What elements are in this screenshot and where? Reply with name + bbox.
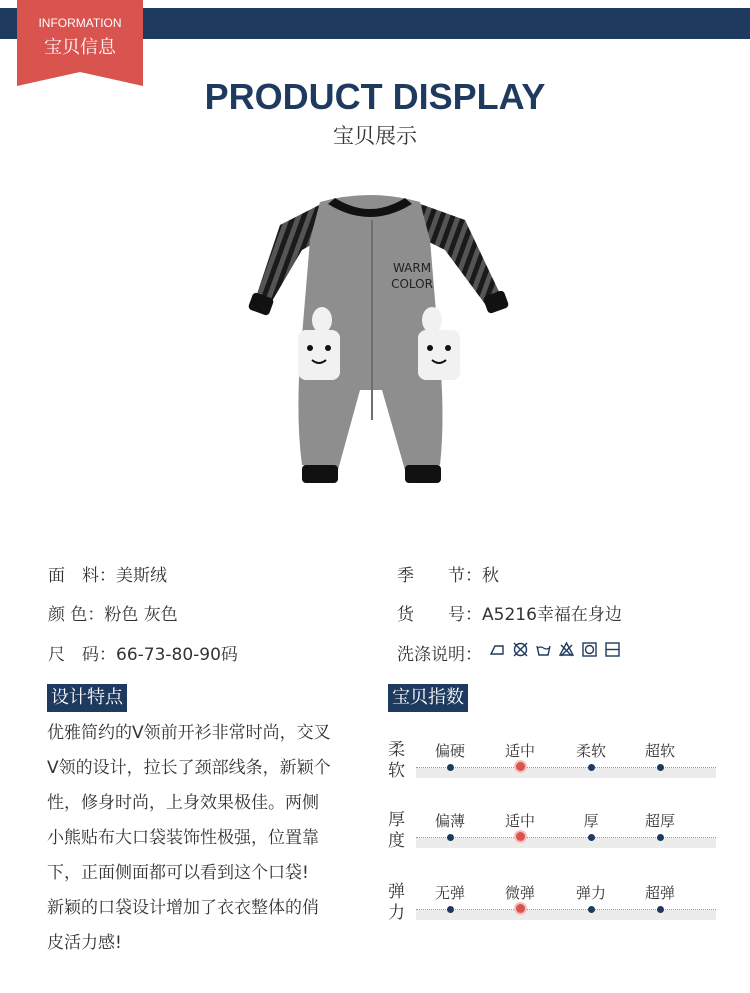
hand-wash-icon bbox=[535, 641, 552, 658]
product-image-romper bbox=[240, 180, 515, 505]
item-label: 货 号： bbox=[397, 605, 482, 625]
index-dot bbox=[447, 834, 454, 841]
index-dot-selected bbox=[514, 830, 527, 843]
fabric-value: 美斯绒 bbox=[116, 566, 167, 586]
dry-clean-icon bbox=[581, 641, 598, 658]
index-option: 超厚 bbox=[644, 812, 675, 830]
no-tumble-dry-icon bbox=[512, 641, 529, 658]
info-care bbox=[397, 640, 482, 665]
index-dot-selected bbox=[514, 760, 527, 773]
care-label: 洗涤说明： bbox=[397, 645, 482, 665]
index-option: 弹力 bbox=[575, 884, 606, 902]
badge-title-cn: 宝贝信息 bbox=[44, 37, 116, 58]
features-line: 新颖的口袋设计增加了衣衣整体的俏 bbox=[47, 898, 319, 918]
features-line: 性，修身时尚，上身效果极佳。两侧 bbox=[47, 793, 319, 813]
features-line: 优雅简约的V领前开衫非常时尚，交叉 bbox=[47, 723, 331, 743]
info-size bbox=[48, 640, 238, 665]
size-value: 66-73-80-90码 bbox=[116, 645, 238, 665]
index-option: 厚 bbox=[583, 812, 599, 830]
index-option: 超软 bbox=[644, 742, 675, 760]
bear-pocket-right bbox=[418, 307, 460, 380]
index-dot bbox=[447, 906, 454, 913]
index-row-label: 厚度 bbox=[388, 810, 405, 851]
no-bleach-icon bbox=[558, 641, 575, 658]
index-row-softness bbox=[388, 740, 718, 800]
index-option: 偏硬 bbox=[434, 742, 465, 760]
info-item-number bbox=[397, 600, 622, 625]
index-heading: 宝贝指数 bbox=[388, 684, 468, 712]
index-row-elasticity bbox=[388, 882, 718, 942]
index-dot bbox=[588, 764, 595, 771]
index-option: 适中 bbox=[504, 812, 535, 830]
index-option: 无弹 bbox=[434, 884, 465, 902]
iron-icon bbox=[489, 641, 506, 658]
features-heading: 设计特点 bbox=[47, 684, 127, 712]
index-row-label: 柔软 bbox=[388, 740, 405, 781]
index-option: 偏薄 bbox=[434, 812, 465, 830]
features-line: 皮活力感! bbox=[47, 933, 122, 953]
info-fabric bbox=[48, 561, 167, 586]
season-value: 秋 bbox=[482, 566, 499, 586]
index-dot bbox=[588, 906, 595, 913]
index-dot bbox=[588, 834, 595, 841]
features-line: 下，正面侧面都可以看到这个口袋! bbox=[47, 863, 309, 883]
index-option: 柔软 bbox=[575, 742, 606, 760]
index-option: 适中 bbox=[504, 742, 535, 760]
season-label: 季 节： bbox=[397, 566, 482, 586]
index-dot bbox=[447, 764, 454, 771]
index-scale-line bbox=[416, 767, 716, 768]
color-label: 颜 色： bbox=[48, 605, 105, 625]
index-dot bbox=[657, 764, 664, 771]
info-color bbox=[48, 600, 178, 625]
index-scale-line bbox=[416, 837, 716, 838]
information-badge bbox=[17, 0, 143, 86]
index-option: 微弹 bbox=[504, 884, 535, 902]
section-title-en: PRODUCT DISPLAY bbox=[204, 76, 546, 117]
features-line: V领的设计，拉长了颈部线条，新颖个 bbox=[47, 758, 331, 778]
fabric-label: 面 料： bbox=[48, 566, 116, 586]
index-row-thickness bbox=[388, 810, 718, 870]
item-value: A5216幸福在身边 bbox=[482, 605, 622, 625]
size-label: 尺 码： bbox=[48, 645, 116, 665]
index-row-label: 弹力 bbox=[388, 882, 405, 923]
color-value: 粉色 灰色 bbox=[104, 605, 178, 625]
info-season bbox=[397, 561, 499, 586]
index-scale-line bbox=[416, 909, 716, 910]
section-title-cn: 宝贝展示 bbox=[333, 124, 417, 148]
index-dot bbox=[657, 834, 664, 841]
chest-text-color: COLOR bbox=[391, 277, 433, 291]
features-description bbox=[47, 716, 367, 961]
badge-title-en: INFORMATION bbox=[38, 16, 122, 30]
index-dot-selected bbox=[514, 902, 527, 915]
line-dry-icon bbox=[604, 641, 621, 658]
care-icons bbox=[489, 641, 621, 658]
index-option: 超弹 bbox=[644, 884, 675, 902]
features-line: 小熊贴布大口袋装饰性极强，位置靠 bbox=[47, 828, 319, 848]
chest-text-warm: WARM bbox=[392, 261, 432, 275]
index-dot bbox=[657, 906, 664, 913]
